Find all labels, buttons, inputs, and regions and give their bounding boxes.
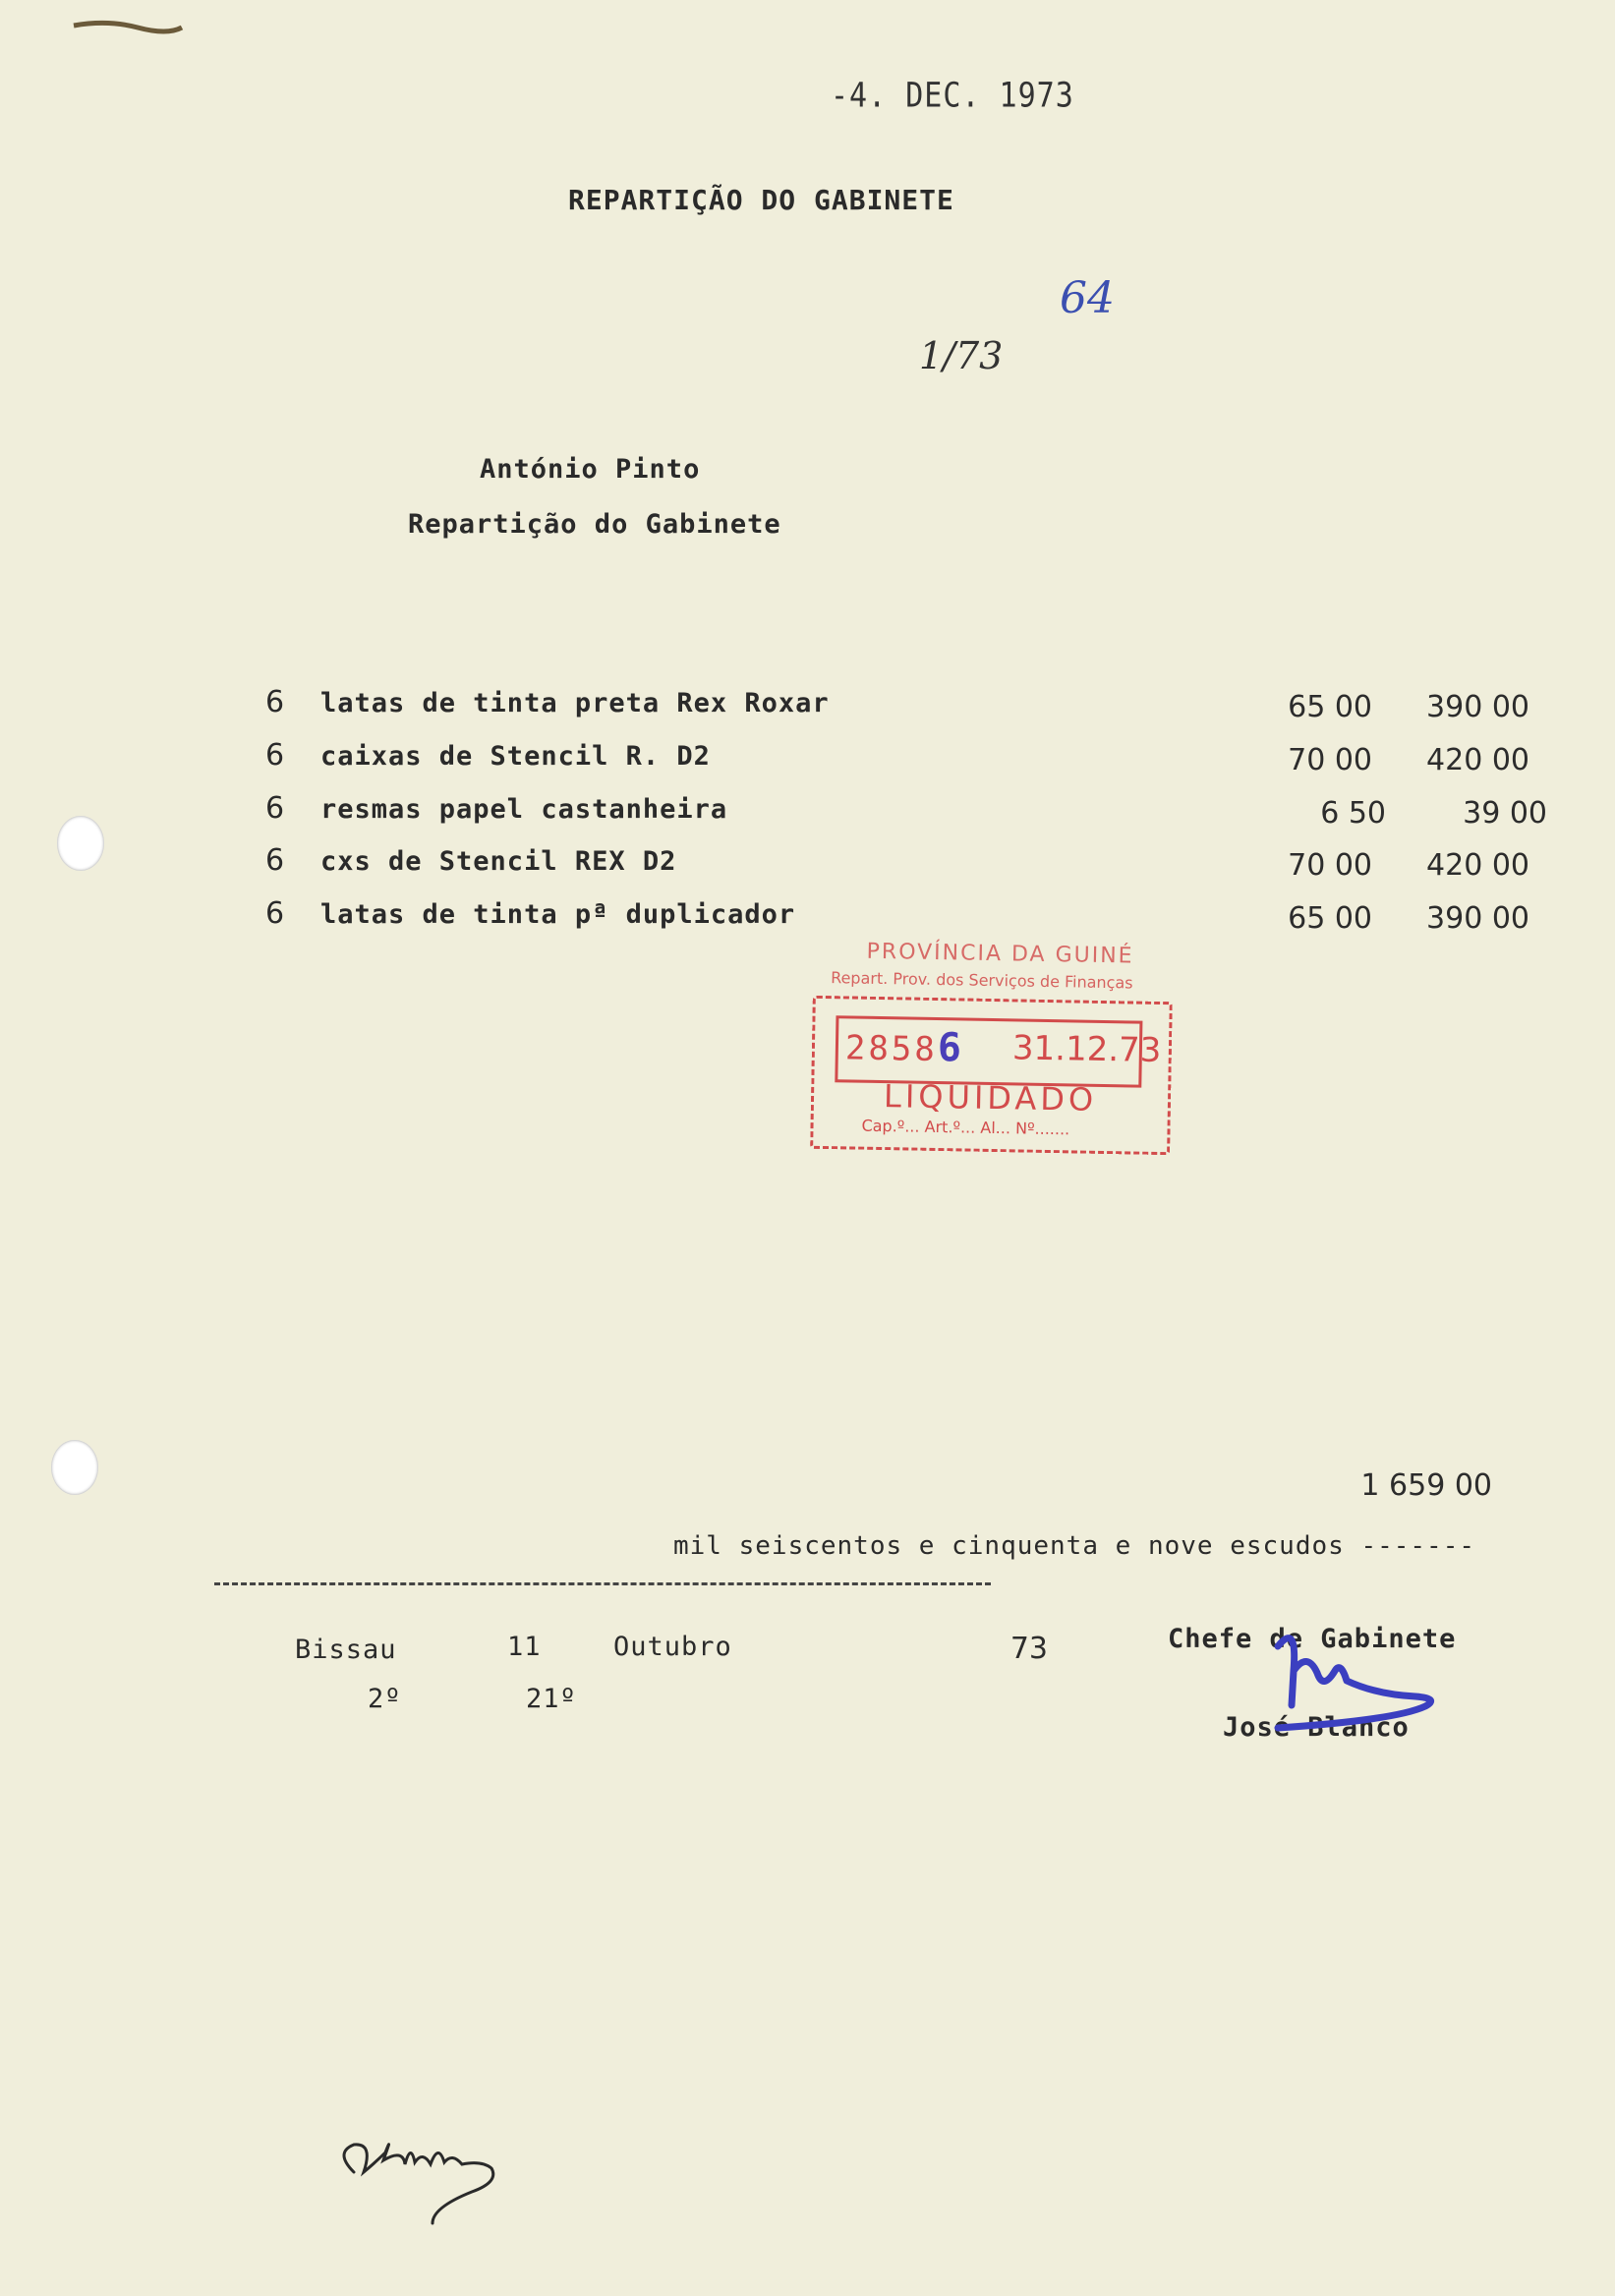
item-qty: 6	[265, 843, 285, 878]
addressee-name: António Pinto	[480, 454, 701, 485]
item-qty: 6	[265, 738, 285, 773]
item-total: 390 00	[1426, 690, 1529, 724]
item-qty: 6	[265, 685, 285, 719]
blue-signature	[1258, 1612, 1455, 1759]
stamp-date: 31.12.73	[1011, 1028, 1162, 1070]
stamp-province: PROVÍNCIA DA GUINÉ	[866, 939, 1134, 969]
separator-line	[214, 1582, 991, 1585]
footer-code-b: 21º	[526, 1684, 577, 1714]
item-total: 39 00	[1463, 796, 1547, 831]
footer-code-a: 2º	[368, 1684, 402, 1714]
handwritten-initials-signature	[324, 2113, 580, 2231]
stamp-ref-line: Cap.º... Art.º... Al... Nº.......	[861, 1116, 1070, 1139]
item-description: latas de tinta pª duplicador	[320, 899, 796, 930]
item-description: caixas de Stencil R. D2	[320, 741, 711, 772]
received-date-stamp: -4. DEC. 1973	[831, 76, 1074, 116]
item-description: latas de tinta preta Rex Roxar	[320, 688, 830, 718]
item-total: 420 00	[1426, 743, 1529, 777]
finance-stamp	[804, 939, 1182, 1152]
addressee-department: Repartição do Gabinete	[408, 509, 781, 540]
item-unit-price: 70 00	[1288, 743, 1372, 777]
punch-hole-top	[57, 816, 104, 871]
page-number: 64	[1060, 273, 1115, 323]
item-unit-price: 70 00	[1288, 848, 1372, 883]
grand-total: 1 659 00	[1360, 1468, 1492, 1503]
staple-mark	[69, 14, 187, 43]
item-description: cxs de Stencil REX D2	[320, 846, 677, 877]
stamp-number: 28586	[844, 1025, 965, 1071]
signatory-title: Chefe de Gabinete	[1168, 1624, 1457, 1654]
stamp-status: LIQUIDADO	[883, 1077, 1098, 1119]
punch-hole-bottom	[51, 1440, 98, 1495]
footer-place: Bissau	[295, 1635, 397, 1665]
item-unit-price: 65 00	[1288, 690, 1372, 724]
item-unit-price: 65 00	[1288, 901, 1372, 936]
item-description: resmas papel castanheira	[320, 794, 728, 825]
item-unit-price: 6 50	[1320, 796, 1386, 831]
item-total: 420 00	[1426, 848, 1529, 883]
footer-month: Outubro	[613, 1632, 732, 1662]
item-total: 390 00	[1426, 901, 1529, 936]
total-in-words: mil seiscentos e cinquenta e nove escudos -------	[673, 1531, 1476, 1561]
stamp-number-handwritten: 6	[937, 1025, 965, 1071]
item-qty: 6	[265, 896, 285, 931]
footer-year: 73	[1009, 1632, 1048, 1666]
document-title: REPARTIÇÃO DO GABINETE	[568, 184, 954, 216]
stamp-office: Repart. Prov. dos Serviços de Finanças	[831, 968, 1133, 993]
item-qty: 6	[265, 791, 285, 826]
signatory-name: José Blanco	[1223, 1712, 1410, 1743]
footer-day: 11	[507, 1632, 542, 1662]
reference-number: 1/73	[919, 334, 1004, 377]
